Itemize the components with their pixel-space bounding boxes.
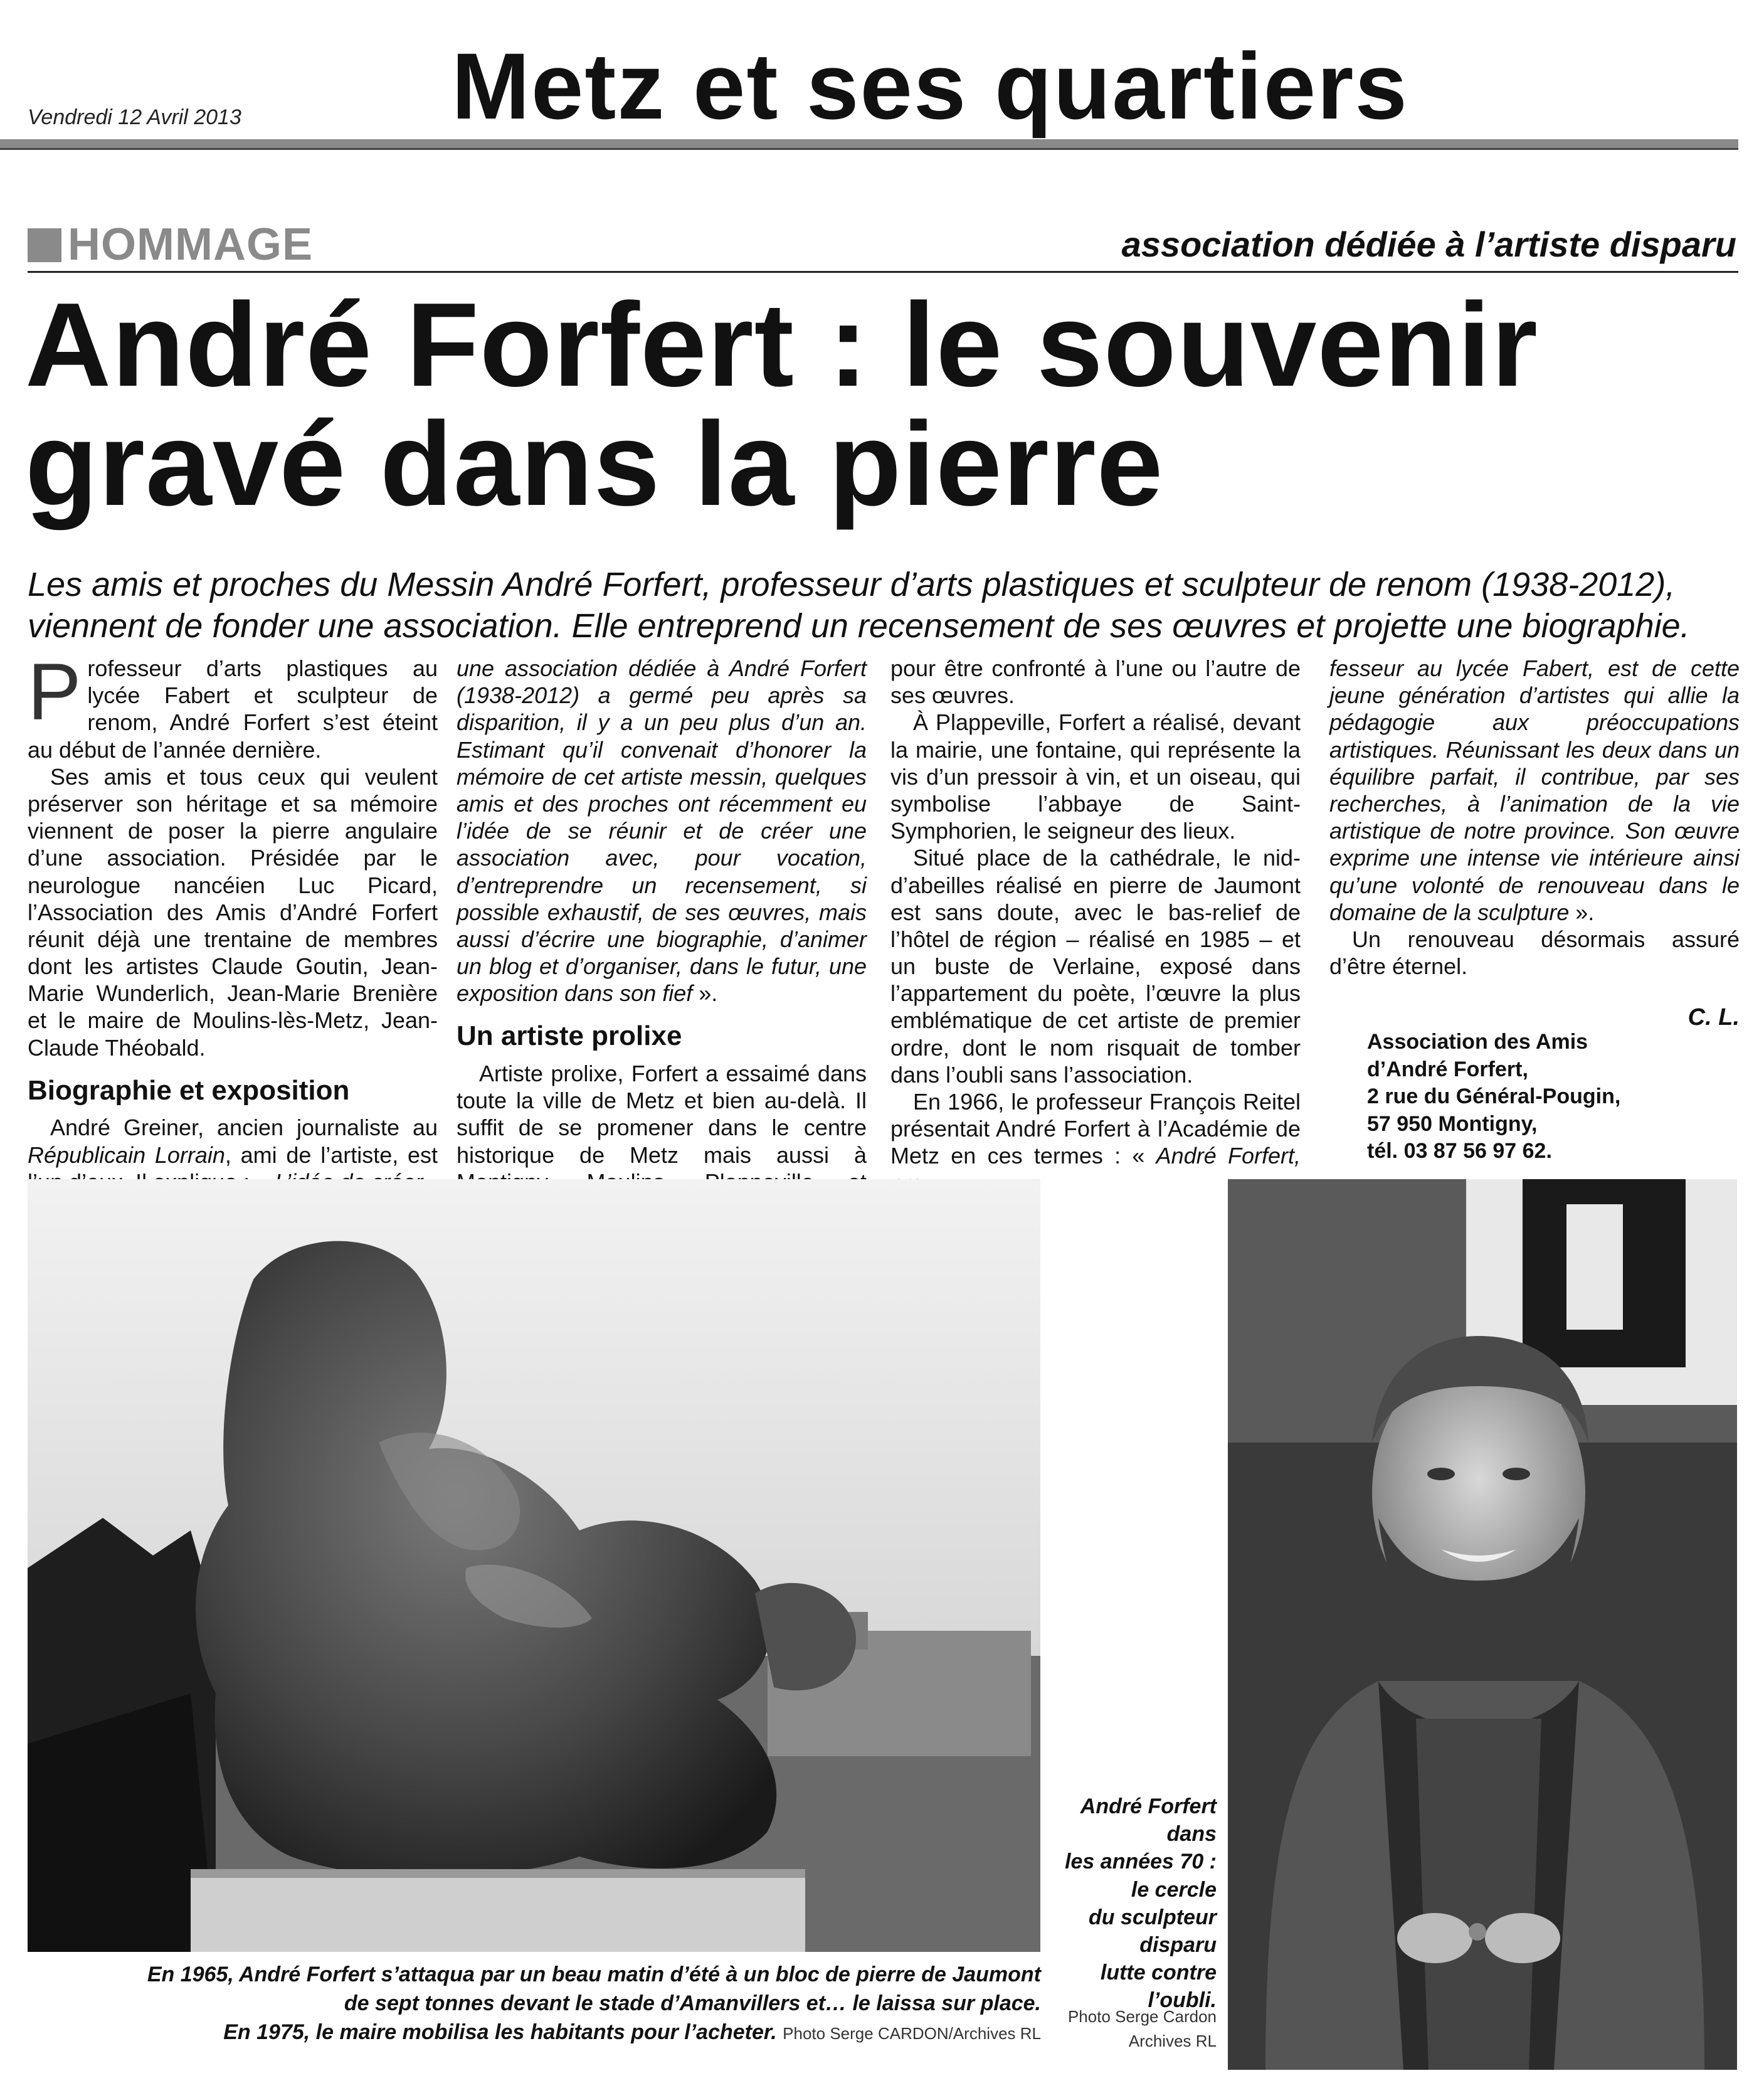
- article-paragraph: Professeur d’arts plastiques au lycée Fabert et sculpteur de renom, André Forfert s’est éteint au début de l’année dernière.: [28, 647, 438, 763]
- article-column-3: [890, 655, 1301, 1197]
- caption-line: l’oubli.: [1148, 1988, 1217, 2013]
- newspaper-name: Républicain Lorrain: [28, 1142, 225, 1168]
- contact-line: 2 rue du Général-Pougin,: [1367, 1084, 1621, 1109]
- contact-line: d’André Forfert,: [1367, 1057, 1528, 1081]
- article-paragraph: Un renouveau désormais assuré d’être éternel.: [1329, 926, 1740, 980]
- association-contact: [1367, 1029, 1718, 1165]
- caption-line: les années 70 :: [1065, 1850, 1217, 1874]
- kicker: association dédiée à l’artiste disparu: [1121, 225, 1736, 264]
- drop-cap: P: [28, 647, 82, 737]
- article-paragraph: une association dédiée à André Forfert (1938-2012) a germé peu après sa disparition, il y a un peu plus d’un an. Estimant qu’il convenait d’honorer la mémoire de cet artiste messin, quelques amis et des proches ont récemment eu l’idée de se réunir et de créer une association avec, pour vocation, d’entreprendre un recensement, si possible exhaustif, de ses œuvres, mais aussi d’écrire une biographie, d’animer un blog et d’organiser, dans le futur, une exposition dans son fief ».: [457, 655, 867, 1007]
- caption-line: André Forfert: [1080, 1794, 1217, 1818]
- portrait-photo-credit: Photo Serge Cardon Archives RL: [1067, 2007, 1217, 2050]
- header-rule-dark: [0, 148, 1738, 150]
- subheading-artiste-prolixe: Un artiste prolixe: [457, 1020, 682, 1052]
- article-column-2: [457, 655, 867, 1222]
- contact-line: Association des Amis: [1367, 1030, 1588, 1054]
- standfirst: Les amis et proches du Messin André Forfert, professeur d’arts plastiques et sculpteur de renom (1938-2012), viennent de fonder une association. Elle entreprend un recensement de ses œuvres et projette une biographie.: [28, 566, 1690, 645]
- portrait-illustration: [1228, 1179, 1737, 2070]
- article-paragraph: Ses amis et tous ceux qui veulent préserver son héritage et sa mémoire viennent de poser la pierre angulaire d’une association. Présidée par le neurologue nancéien Luc Picard, l’Association des Amis d’André Forfert réunit déjà une trentaine de membres dont les artistes Claude Goutin, Jean-Marie Wunderlich, Jean-Marie Brenière et le maire de Moulins-lès-Metz, Jean-Claude Théobald.: [28, 763, 438, 1061]
- rubric-square-icon: [28, 228, 61, 262]
- caption-line: En 1965, André Forfert s’attaqua par un beau matin d’été à un bloc de pierre de Jaumont: [147, 1963, 1041, 1986]
- photo-credit: Photo Serge CARDON/Archives RL: [783, 2023, 1041, 2043]
- caption-line: dans: [1166, 1822, 1217, 1847]
- rubric-label: [28, 220, 313, 270]
- rubric-text: HOMMAGE: [68, 220, 313, 270]
- contact-line: 57 950 Montigny,: [1367, 1111, 1538, 1136]
- article-paragraph: fesseur au lycée Fabert, est de cette jeune génération d’artistes qui allie la pédagogie aux préoccupations artistiques. Réunissant les deux dans un équilibre parfait, il contribue, par ses recherches, à l’animation de la vie artistique de notre province. Son œuvre exprime une intense vie intérieure ainsi qu’une volonté de renouveau dans le domaine de la sculpture ».: [1329, 655, 1740, 925]
- contact-line: tél. 03 87 56 97 62.: [1367, 1139, 1552, 1163]
- kicker-rule: [28, 271, 1738, 273]
- caption-line: le cercle: [1131, 1877, 1217, 1902]
- article-paragraph: En 1966, le professeur François Reitel présentait André Forfert à l’Académie de Metz en ces termes : « André Forfert,: [890, 1089, 1301, 1169]
- article-column-1: [28, 647, 438, 1195]
- subheading-biographie: Biographie et exposition: [28, 1074, 350, 1106]
- portrait-photo: [1228, 1179, 1737, 2070]
- caption-line: En 1975, le maire mobilisa les habitants pour l’acheter. Photo Serge CARDON/Archives RL: [223, 2020, 1041, 2044]
- section-masthead: Metz et ses quartiers: [452, 33, 1408, 139]
- caption-line: de sept tonnes devant le stade d’Amanvillers et… le laissa sur place.: [344, 1991, 1041, 2015]
- headline: André Forfert : le souvenir gravé dans la pierre: [25, 278, 1538, 531]
- caption-line: lutte contre: [1100, 1961, 1217, 1985]
- sculpture-illustration: [28, 1179, 1040, 1952]
- article-paragraph: pour être confronté à l’une ou l’autre de ses œuvres.: [890, 655, 1301, 709]
- portrait-photo-caption: [1041, 1793, 1217, 2015]
- issue-date: Vendredi 12 Avril 2013: [28, 105, 241, 129]
- article-paragraph: Situé place de la cathédrale, le nid-d’abeilles réalisé en pierre de Jaumont est sans doute, avec le bas-relief de l’hôtel de région – réalisé en 1985 – et un buste de Verlaine, exposé dans l’appartement du poète, l’œuvre la plus emblématique de cet artiste de premier ordre, dont le nom risquait de tomber dans l’oubli sans l’association.: [890, 845, 1301, 1088]
- sculpture-photo-caption: [38, 1961, 1041, 2047]
- article-paragraph: Artiste prolixe, Forfert a essaimé dans toute la ville de Metz et bien au-delà. Il suffit de se promener dans le centre historique de Metz mais aussi à: [457, 1061, 867, 1168]
- caption-line: du sculpteur: [1088, 1905, 1217, 1929]
- caption-line: disparu: [1139, 1932, 1217, 1957]
- article-paragraph: À Plappeville, Forfert a réalisé, devant la mairie, une fontaine, qui représente la vis d’un pressoir à vin, et un oiseau, qui symbolise l’abbaye de Saint-Symphorien, le seigneur des lieux.: [890, 709, 1301, 844]
- header-rule: [0, 139, 1738, 148]
- sculpture-photo: [28, 1179, 1040, 1952]
- article-column-4: [1329, 655, 1740, 1032]
- author-signature: C. L.: [1687, 1004, 1740, 1031]
- article-paragraph: André Greiner, ancien journaliste au Républicain Lorrain, ami de l’artiste, est: [28, 1115, 438, 1168]
